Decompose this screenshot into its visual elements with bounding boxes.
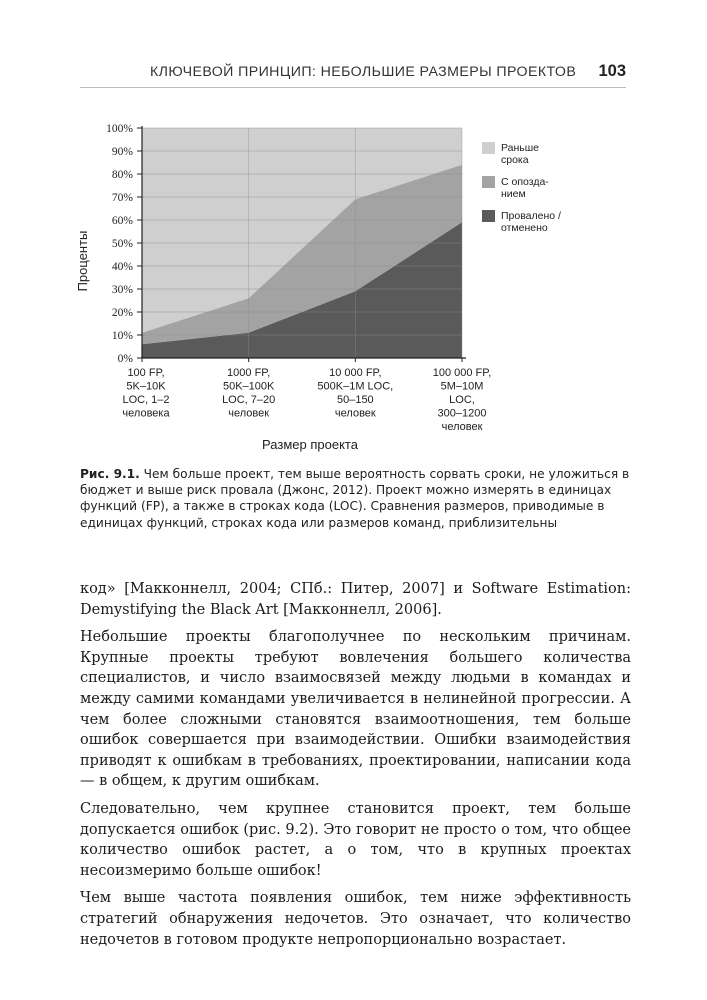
paragraph: Небольшие проекты благополучнее по нескольким причинам. Крупные проекты требуют вовлечения большего количества специалистов, и число взаимосвязей между людьми в командах и между самими командами увеличивается в нелинейной прогрессии. А чем более сложными становятся взаимоотношения, тем больше ошибок совершается при взаимодействии. Ошибки взаимодействия приводят к ошибкам в требованиях, проектировании, написании кода — в общем, к другим ошибкам. xyxy=(80,629,631,790)
y-tick-label: 80% xyxy=(111,169,133,181)
y-tick-label: 0% xyxy=(117,353,133,365)
paragraph: код» [Макконнелл, 2004; СПб.: Питер, 2007] и Software Estimation: Demystifying the Black Art [Макконнелл, 2006]. xyxy=(80,581,631,618)
x-tick-label: человека xyxy=(122,407,170,420)
y-tick-label: 40% xyxy=(111,261,133,273)
x-tick-label: 50K–100K xyxy=(222,380,275,393)
x-tick-label: 5M–10M xyxy=(440,380,484,393)
y-tick-label: 10% xyxy=(111,330,133,342)
paragraph: Чем выше частота появления ошибок, тем ниже эффективность стратегий обнаружения недочетов. Это означает, что количество недочетов в готовом продукте непропорционально возрастает. xyxy=(80,890,631,948)
x-tick-label: 5K–10K xyxy=(126,380,166,393)
paragraph: Следовательно, чем крупнее становится проект, тем больше допускается ошибок (рис. 9.2). Это говорит не просто о том, что общее количество ошибок растет, а о том, что в крупных проектах несоизмеримо больше ошибок! xyxy=(80,800,631,879)
legend-label: Провалено / xyxy=(501,210,561,222)
x-tick-label: LOC, 7–20 xyxy=(222,394,276,406)
legend-label: С опозда- xyxy=(501,176,549,188)
x-tick-label: 10 000 FP, xyxy=(329,367,382,379)
caption-label: Рис. 9.1. xyxy=(80,467,140,481)
header-rule xyxy=(80,87,626,88)
y-tick-label: 30% xyxy=(111,284,133,296)
legend-label: отменено xyxy=(501,222,548,234)
page-number: 103 xyxy=(598,62,626,80)
legend-swatch xyxy=(482,142,495,154)
x-tick-label: 100 000 FP, xyxy=(432,367,492,379)
figure-caption xyxy=(80,466,640,531)
x-tick-label: 1000 FP, xyxy=(227,367,271,379)
y-tick-label: 70% xyxy=(111,192,133,204)
y-axis-title: Проценты xyxy=(75,230,90,292)
y-tick-label: 90% xyxy=(111,146,133,158)
running-head xyxy=(150,62,626,81)
y-tick-label: 60% xyxy=(111,215,133,227)
y-tick-label: 100% xyxy=(106,123,133,135)
running-title: КЛЮЧЕВОЙ ПРИНЦИП: НЕБОЛЬШИЕ РАЗМЕРЫ ПРОЕКТОВ xyxy=(150,64,577,80)
legend-label: нием xyxy=(501,188,526,200)
x-tick-label: человек xyxy=(334,407,376,420)
legend-swatch xyxy=(482,210,495,222)
x-tick-label: 300–1200 xyxy=(437,407,487,420)
y-tick-label: 20% xyxy=(111,307,133,319)
x-tick-label: LOC, xyxy=(449,394,475,406)
y-tick-label: 50% xyxy=(111,238,133,250)
caption-text: Чем больше проект, тем выше вероятность сорвать сроки, не уложиться в бюджет и выше риск провала (Джонс, 2012). Проект можно измерять в единицах функций (FP), а также в строках кода (LOC). Сравнения размеров, приводимые в единицах функций, строках кода или размеров команд, приблизительны xyxy=(80,467,630,530)
project-size-chart xyxy=(70,112,570,460)
legend-swatch xyxy=(482,176,495,188)
x-tick-label: человек xyxy=(441,421,483,433)
legend-label: срока xyxy=(501,154,529,166)
x-tick-label: 500K–1M LOC, xyxy=(317,380,394,393)
x-tick-label: 100 FP, xyxy=(127,367,165,379)
legend-label: Раньше xyxy=(501,142,540,154)
x-tick-label: LOC, 1–2 xyxy=(122,394,170,406)
x-tick-label: 50–150 xyxy=(336,394,374,406)
x-axis-title: Размер проекта xyxy=(262,437,358,452)
x-tick-label: человек xyxy=(228,407,270,420)
body-text xyxy=(80,579,631,957)
